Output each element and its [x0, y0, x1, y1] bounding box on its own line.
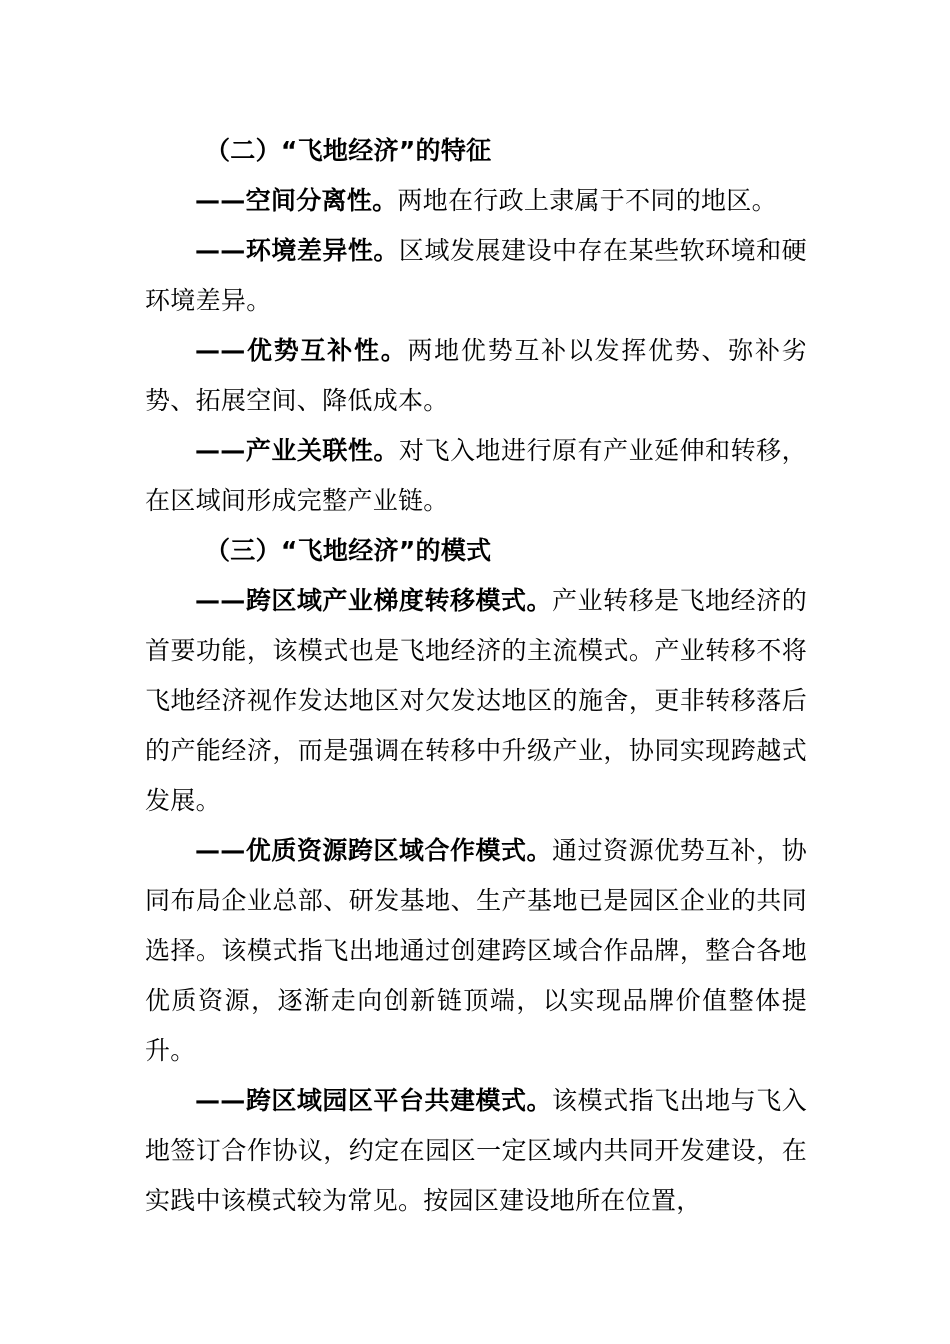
paragraph-lead: ——跨区域园区平台共建模式。 — [195, 1086, 553, 1115]
paragraph-text: 产业转移是飞地经济的首要功能，该模式也是飞地经济的主流模式。产业转移不将飞地经济视作发达地区对欠发达地区的施舍，更非转移落后的产能经济，而是强调在转移中升级产业，协同实现跨越式发展。 — [145, 586, 807, 815]
paragraph-text: 两地优势互补以发挥优势、弥补劣势、拓展空间、降低成本。 — [145, 336, 807, 415]
paragraph-lead: ——环境差异性。 — [195, 236, 399, 265]
paragraph-industrial-linkage — [145, 426, 807, 526]
paragraph-resource-cooperation-model — [145, 826, 807, 1076]
paragraph-text: 通过资源优势互补，协同布局企业总部、研发基地、生产基地已是园区企业的共同选择。该模式指飞出地通过创建跨区域合作品牌，整合各地优质资源，逐渐走向创新链顶端，以实现品牌价值整体提升。 — [145, 836, 807, 1065]
paragraph-lead: ——空间分离性。 — [195, 186, 398, 215]
paragraph-park-platform-model — [145, 1076, 807, 1226]
paragraph-complementary-advantages — [145, 326, 807, 426]
section-heading-features: （二）“飞地经济”的特征 — [205, 136, 492, 165]
paragraph-text: 区域发展建设中存在某些软环境和硬环境差异。 — [145, 236, 807, 315]
paragraph-text: 两地在行政上隶属于不同的地区。 — [397, 186, 777, 215]
paragraph-spatial-separation — [145, 176, 807, 226]
paragraph-lead: ——产业关联性。 — [195, 436, 399, 465]
paragraph-environment-difference — [145, 226, 807, 326]
document-body — [145, 126, 807, 1226]
paragraph-gradient-transfer-model — [145, 576, 807, 826]
paragraph-lead: ——优势互补性。 — [195, 336, 408, 365]
paragraph-lead: ——跨区域产业梯度转移模式。 — [195, 586, 553, 615]
section-heading-models: （三）“飞地经济”的模式 — [205, 536, 492, 565]
paragraph-lead: ——优质资源跨区域合作模式。 — [195, 836, 553, 865]
paragraph-text: 对飞入地进行原有产业延伸和转移，在区域间形成完整产业链。 — [145, 436, 807, 515]
paragraph-text: 该模式指飞出地与飞入地签订合作协议，约定在园区一定区域内共同开发建设，在实践中该模式较为常见。按园区建设地所在位置， — [145, 1086, 807, 1215]
